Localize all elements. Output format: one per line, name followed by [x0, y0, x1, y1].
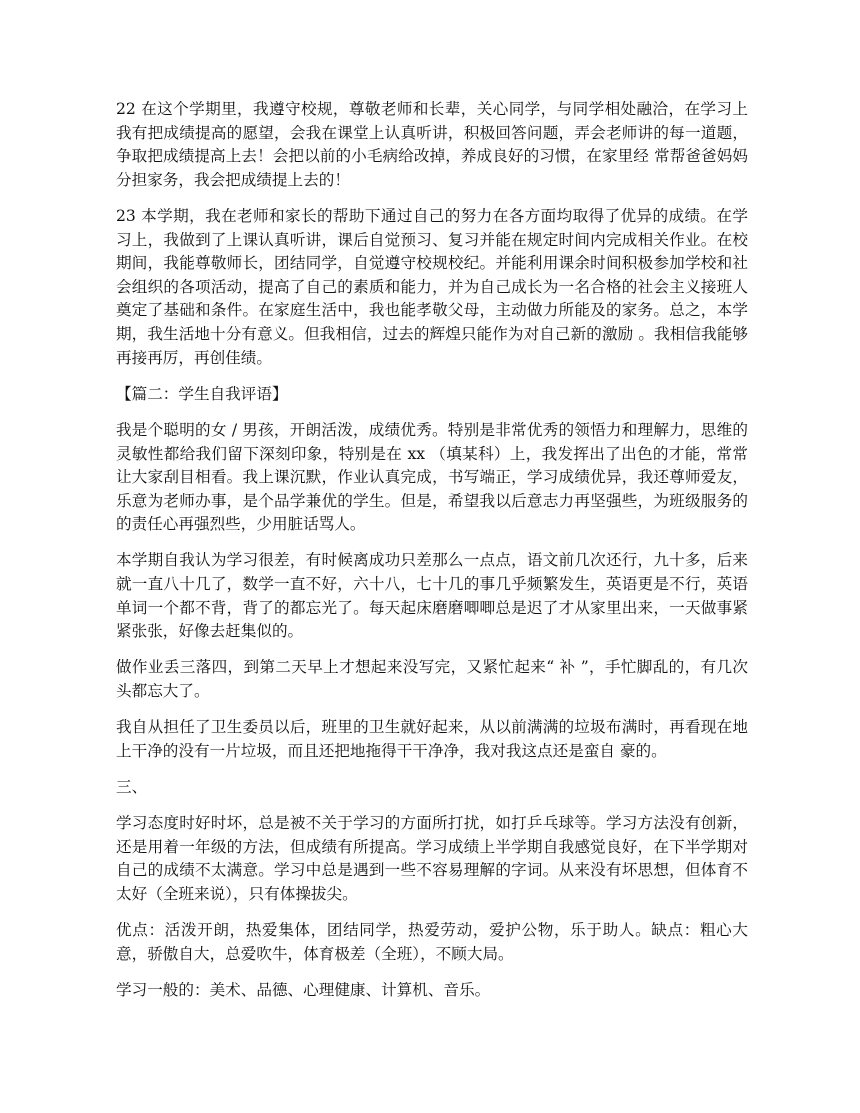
paragraph-homework: 做作业丢三落四，到第二天早上才想起来没写完，又紧忙起来“ 补 ”，手忙脚乱的，有几次头都忘大了。 — [116, 658, 748, 701]
paragraph-23: 23 本学期，我在老师和家长的帮助下通过自己的努力在各方面均取得了优异的成绩。在学习上，我做到了上课认真听讲，课后自觉预习、复习并能在规定时间内完成相关作业。在校期间，我能尊敬师长，团结同学，自觉遵守校规校纪。并能利用课余时间积极参加学校和社会组织的各项活动，提高了自己的素质和能力，并为自己成长为一名合格的社会主义接班人奠定了基础和条件。在家庭生活中，我也能孝敬父母，主动做力所能及的家务。总之，本学期，我生活地十分有意义。但我相信，过去的辉煌只能作为对自己新的激励 。我相信我能够再接再厉，再创佳绩。 — [116, 206, 748, 367]
paragraph-hygiene: 我自从担任了卫生委员以后，班里的卫生就好起来，从以前满满的垃圾布满时，再看现在地上干净的没有一片垃圾，而且还把地拖得干干净净，我对我这点还是蛮自 豪的。 — [116, 718, 748, 760]
document-page — [116, 98, 748, 1015]
section-heading-3: 三、 — [116, 778, 148, 796]
section-heading-2: 【篇二：学生自我评语】 — [116, 384, 288, 403]
paragraph-self-evaluation-1: 我是个聪明的女 / 男孩，开朗活泼，成绩优秀。特别是非常优秀的领悟力和理解力，思维的灵敏性都给我们留下深刻印象，特别是在 xx （填某科）上，我发挥出了出色的才能，常常让大家刮目相看。我上课沉默，作业认真完成，书写端正，学习成绩优异，我还尊师爱友，乐意为老师办事，是个品学兼优的学生。但是，希望我以后意志力再坚强些，为班级服务的的责任心再强烈些，少用脏话骂人。 — [116, 420, 748, 534]
paragraph-study-attitude: 学习态度时好时坏，总是被不关于学习的方面所打扰，如打乒乓球等。学习方法没有创新，还是用着一年级的方法，但成绩有所提高。学习成绩上半学期自我感觉良好，在下半学期对自己的成绩不太满意。学习中总是遇到一些不容易理解的字词。从来没有坏思想，但体育不太好（全班来说），只有体操拔尖。 — [116, 814, 748, 903]
paragraph-22: 22 在这个学期里，我遵守校规，尊敬老师和长辈，关心同学，与同学相处融洽，在学习上我有把成绩提高的愿望，会我在课堂上认真听讲，积极回答问题，弄会老师讲的每一道题，争取把成绩提高上去！会把以前的小毛病给改掉，养成良好的习惯，在家里经 常帮爸爸妈妈分担家务，我会把成绩提上去的！ — [116, 100, 748, 189]
paragraph-average-subjects: 学习一般的：美术、品德、心理健康、计算机、音乐。 — [116, 980, 491, 999]
paragraph-self-evaluation-2: 本学期自我认为学习很差，有时候离成功只差那么一点点，语文前几次还行，九十多，后来就一直八十几了，数学一直不好，六十八，七十几的事几乎频繁发生，英语更是不行，英语单词一个都不背，背了的都忘光了。每天起床磨磨唧唧总是迟了才从家里出来，一天做事紧紧张张，好像去赶集似的。 — [116, 551, 748, 641]
paragraph-pros-cons: 优点：活泼开朗，热爱集体，团结同学，热爱劳动，爱护公物，乐于助人。缺点：粗心大意，骄傲自大，总爱吹牛，体育极差（全班），不顾大局。 — [116, 921, 748, 963]
